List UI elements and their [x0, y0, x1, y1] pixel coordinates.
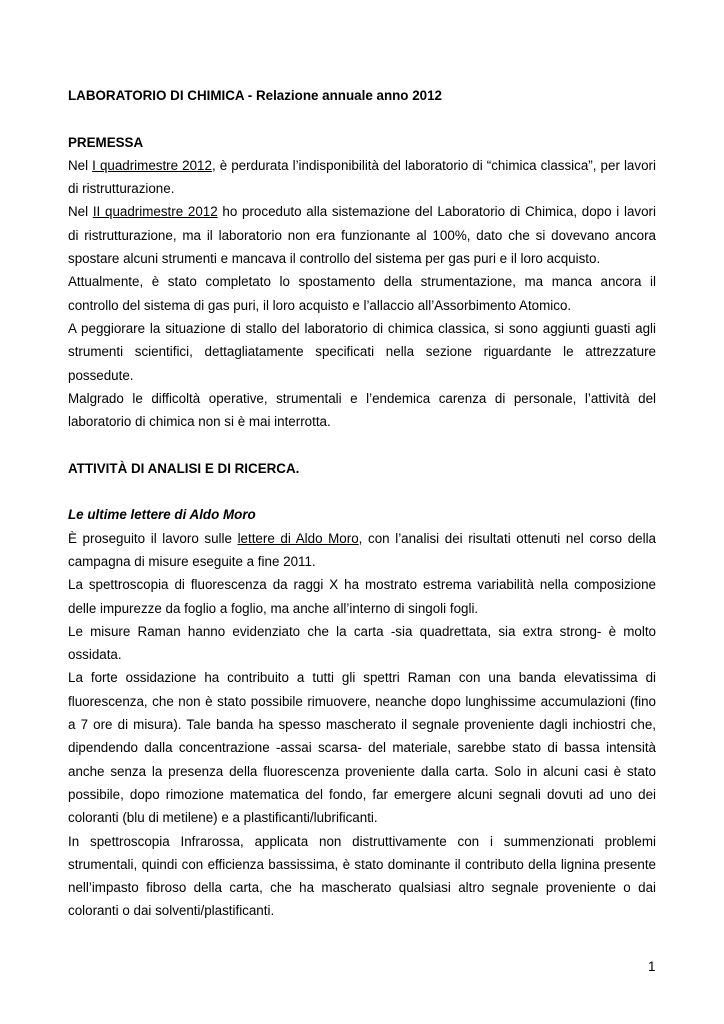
attivita-paragraph-3: Le misure Raman hanno evidenziato che la carta -sia quadrettata, sia extra strong- è molto ossidata.	[68, 623, 656, 663]
page-number: 1	[648, 959, 656, 974]
aldo-moro-subheading: Le ultime lettere di Aldo Moro	[68, 507, 256, 523]
attivita-heading: ATTIVITÀ DI ANALISI E DI RICERCA.	[68, 460, 300, 476]
attivita-paragraph-4: La forte ossidazione ha contribuito a tutti gli spettri Raman con una banda elevatissima di fluorescenza, che non è stato possibile rimuovere, neanche dopo lunghissime accumulazioni (fino a 7 ore di misura). Tale banda ha spesso mascherato il segnale proveniente dagli inchiostri che, dipendendo dalla concentrazione -assai scarsa- del materiale, sarebbe stato di bassa intensità anche senza la presenza della fluorescenza proveniente dalla carta. Solo in alcuni casi è stato possibile, dopo rimozione matematica del fondo, far emergere alcuni segnali dovuti ad uno dei coloranti (blu di metilene) e a plastificanti/lubrificanti.	[68, 670, 656, 826]
quadrimestre-1-underline: I quadrimestre 2012	[92, 157, 212, 173]
premessa-paragraph-3: Attualmente, è stato completato lo spostamento della strumentazione, ma manca ancora il controllo del sistema di gas puri, il loro acquisto e l’allaccio all’Assorbimento Atomico.	[68, 274, 656, 313]
premessa-paragraph-4: A peggiorare la situazione di stallo del laboratorio di chimica classica, si sono aggiunti guasti agli strumenti scientifici, dettagliatamente specificati nella sezione riguardante le attrezzature possedute.	[68, 320, 656, 383]
premessa-heading: PREMESSA	[68, 134, 144, 150]
premessa-paragraph-2: Nel II quadrimestre 2012 ho proceduto alla sistemazione del Laboratorio di Chimica, dopo i lavori di ristrutturazione, ma il laboratorio non era funzionante al 100%, dato che si dovevano ancora spostare alcuni strumenti e mancava il controllo del sistema per gas puri e il loro acquisto.	[68, 204, 656, 267]
attivita-paragraph-1: È proseguito il lavoro sulle lettere di Aldo Moro, con l’analisi dei risultati ottenuti nel corso della campagna di misure eseguite a fine 2011.	[68, 530, 656, 569]
attivita-paragraph-5: In spettroscopia Infrarossa, applicata non distruttivamente con i summenzionati problemi strumentali, quindi con efficienza bassissima, è stato dominante il contributo della lignina presente nell’impasto fibroso della carta, che ha mascherato qualsiasi altro segnale proveniente o dai coloranti o dai solventi/plastificanti.	[68, 833, 656, 919]
premessa-paragraph-1: Nel I quadrimestre 2012, è perdurata l’indisponibilità del laboratorio di “chimica classica”, per lavori di ristrutturazione.	[68, 157, 656, 197]
attivita-paragraph-2: La spettroscopia di fluorescenza da raggi X ha mostrato estrema variabilità nella composizione delle impurezze da foglio a foglio, ma anche all’interno di singoli fogli.	[68, 577, 656, 616]
lettere-aldo-moro-underline: lettere di Aldo Moro	[237, 530, 359, 546]
document-title: LABORATORIO DI CHIMICA - Relazione annuale anno 2012	[68, 88, 442, 103]
quadrimestre-2-underline: II quadrimestre 2012	[92, 204, 218, 220]
premessa-paragraph-5: Malgrado le difficoltà operative, strumentali e l’endemica carenza di personale, l’attività del laboratorio di chimica non si è mai interrotta.	[68, 390, 656, 430]
